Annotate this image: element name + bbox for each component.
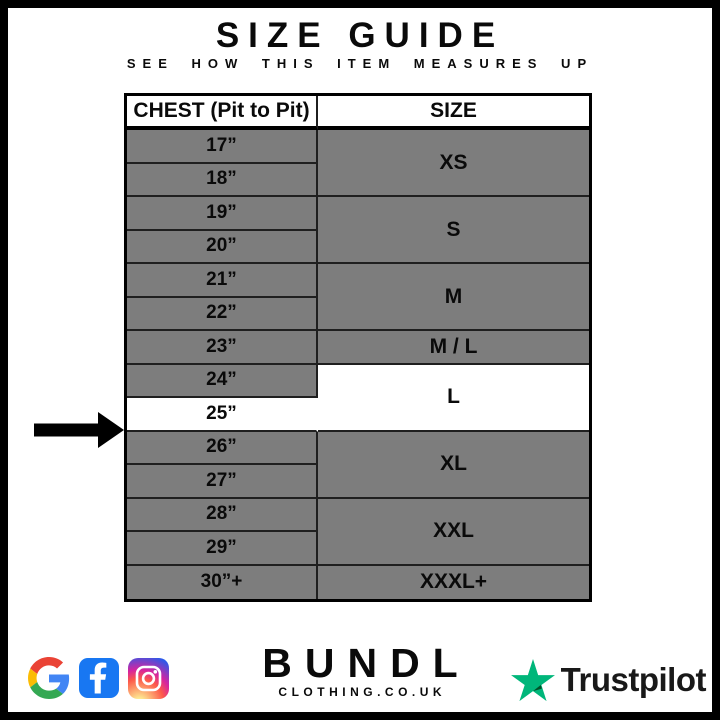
trustpilot-logo[interactable]	[511, 659, 706, 701]
chest-cell: 26”	[127, 432, 318, 466]
chest-column-header: CHEST (Pit to Pit)	[127, 96, 318, 130]
chest-cell: 21”	[127, 264, 318, 298]
chest-cell: 30”+	[127, 566, 318, 600]
chest-cell: 23”	[127, 331, 318, 365]
table-row	[127, 566, 589, 600]
size-cell: M / L	[318, 331, 589, 365]
trustpilot-label: Trustpilot	[560, 661, 706, 698]
page-subtitle: SEE HOW THIS ITEM MEASURES UP	[126, 56, 594, 71]
chest-cell: 24”	[127, 365, 318, 399]
table-row	[127, 365, 589, 399]
highlight-arrow-icon	[34, 411, 124, 449]
chest-cell: 29”	[127, 532, 318, 566]
size-cell: XS	[318, 130, 589, 197]
table-row	[127, 197, 589, 231]
chest-cell: 27”	[127, 465, 318, 499]
chest-cell: 19”	[127, 197, 318, 231]
size-cell-highlighted: L	[318, 365, 589, 432]
size-cell: XXXL+	[318, 566, 589, 600]
table-row	[127, 130, 589, 164]
trustpilot-star-icon	[511, 659, 555, 701]
brand-name: BUNDL	[262, 640, 471, 686]
size-cell: XL	[318, 432, 589, 499]
size-cell: XXL	[318, 499, 589, 566]
table-row	[127, 432, 589, 466]
table-row	[127, 331, 589, 365]
chest-cell: 18”	[127, 164, 318, 198]
table-header-row	[127, 96, 589, 130]
table-row	[127, 499, 589, 533]
size-guide-table	[124, 93, 592, 602]
chest-cell: 20”	[127, 231, 318, 265]
chest-cell: 28”	[127, 499, 318, 533]
size-cell: S	[318, 197, 589, 264]
chest-cell: 17”	[127, 130, 318, 164]
table-row	[127, 264, 589, 298]
chest-cell: 22”	[127, 298, 318, 332]
page-title: SIZE GUIDE	[215, 16, 505, 55]
size-column-header: SIZE	[318, 96, 589, 130]
size-cell: M	[318, 264, 589, 331]
chest-cell-highlighted: 25”	[127, 398, 318, 432]
brand-subtitle: CLOTHING.CO.UK	[278, 685, 447, 699]
